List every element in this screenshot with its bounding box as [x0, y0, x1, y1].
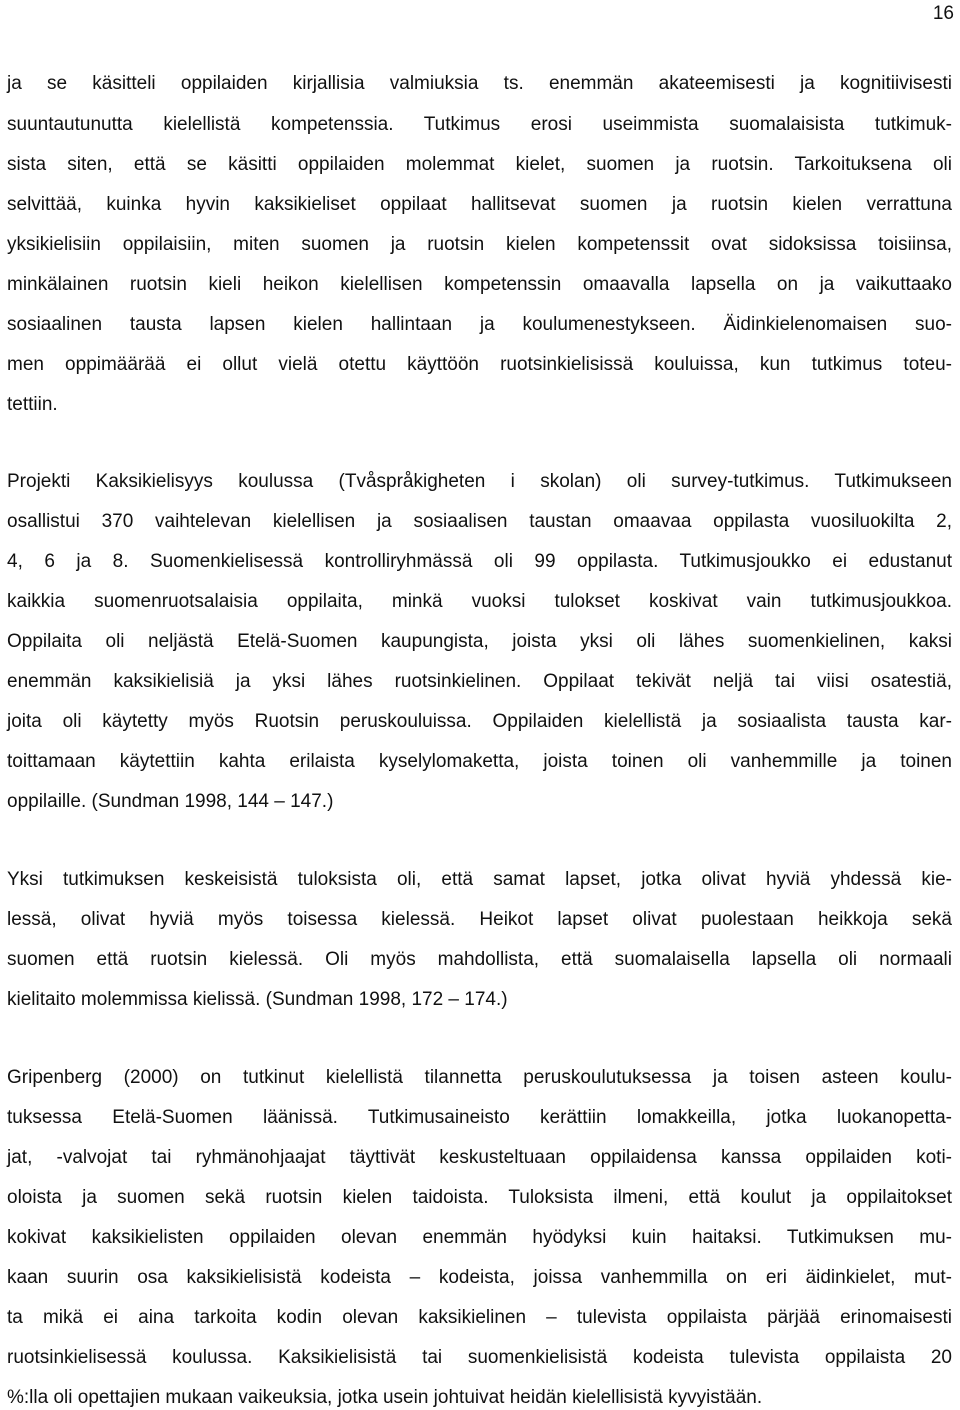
text-line: ta mikä ei aina tarkoita kodin olevan kaksikielinen – tulevista oppilaista pärjää erinomaisesti [7, 1307, 952, 1328]
text-line: Gripenberg (2000) on tutkinut kielellistä tilannetta peruskoulutuksessa ja toisen asteen koulu- [7, 1067, 952, 1088]
text-line: oppilaille. (Sundman 1998, 144 – 147.) [7, 791, 334, 812]
text-line: Oppilaita oli neljästä Etelä-Suomen kaupungista, joista yksi oli lähes suomenkielinen, kaksi [7, 631, 952, 652]
text-line: joita oli käytetty myös Ruotsin peruskouluissa. Oppilaiden kielellistä ja sosiaalista tausta kar- [7, 711, 952, 732]
text-line: kaan suurin osa kaksikielisistä kodeista – kodeista, joissa vanhemmilla on eri äidinkielet, mut- [7, 1267, 952, 1288]
text-line: ruotsinkielisessä koulussa. Kaksikielisistä tai suomenkielisistä kodeista tulevista oppilaista 20 [7, 1347, 952, 1368]
page-number: 16 [932, 3, 954, 24]
text-line: Yksi tutkimuksen keskeisistä tuloksista oli, että samat lapset, jotka olivat hyviä yhdessä kie- [7, 869, 952, 890]
text-line: selvittää, kuinka hyvin kaksikieliset oppilaat hallitsevat suomen ja ruotsin kielen verrattuna [7, 194, 952, 215]
text-line: %:lla oli opettajien mukaan vaikeuksia, jotka usein johtuivat heidän kielellisistä kyvyistään. [7, 1387, 763, 1408]
text-line: suomen että ruotsin kielessä. Oli myös mahdollista, että suomalaisella lapsella oli normaali [7, 949, 952, 970]
text-line: toittamaan käytettiin kahta erilaista kyselylomaketta, joista toinen oli vanhemmille ja toinen [7, 751, 952, 772]
text-line: jat, -valvojat tai ryhmänohjaajat täyttivät keskusteltuaan oppilaidensa kanssa oppilaiden koti- [7, 1147, 952, 1168]
text-line: men oppimäärää ei ollut vielä otettu käyttöön ruotsinkielisissä kouluissa, kun tutkimus toteu- [7, 354, 952, 375]
text-line: oloista ja suomen sekä ruotsin kielen taidoista. Tuloksista ilmeni, että koulut ja oppilaitokset [7, 1187, 952, 1208]
text-line: sista siten, että se käsitti oppilaiden molemmat kielet, suomen ja ruotsin. Tarkoituksena oli [7, 154, 952, 175]
text-line: osallistui 370 vaihtelevan kielellisen ja sosiaalisen taustan omaavaa oppilasta vuosiluokilta 2, [7, 511, 952, 532]
text-line: tettiin. [7, 394, 58, 415]
text-line: minkälainen ruotsin kieli heikon kielellisen kompetenssin omaavalla lapsella on ja vaikuttaako [7, 274, 952, 295]
text-line: yksikielisiin oppilaisiin, miten suomen ja ruotsin kielen kompetenssit ovat sidoksissa toisiinsa, [7, 234, 952, 255]
text-line: kokivat kaksikielisten oppilaiden olevan enemmän hyödyksi kuin haitaksi. Tutkimuksen mu- [7, 1227, 952, 1248]
text-line: Projekti Kaksikielisyys koulussa (Tvåspråkigheten i skolan) oli survey-tutkimus. Tutkimukseen [7, 471, 952, 492]
text-line: 4, 6 ja 8. Suomenkielisessä kontrolliryhmässä oli 99 oppilasta. Tutkimusjoukko ei edustanut [7, 551, 952, 572]
text-line: tuksessa Etelä-Suomen läänissä. Tutkimusaineisto kerättiin lomakkeilla, jotka luokanopetta- [7, 1107, 952, 1128]
text-line: kaikkia suomenruotsalaisia oppilaita, minkä vuoksi tulokset koskivat vain tutkimusjoukkoa. [7, 591, 952, 612]
text-line: kielitaito molemmissa kielissä. (Sundman 1998, 172 – 174.) [7, 989, 508, 1010]
text-line: ja se käsitteli oppilaiden kirjallisia valmiuksia ts. enemmän akateemisesti ja kognitiivisesti [7, 73, 952, 94]
text-line: sosiaalinen tausta lapsen kielen hallintaan ja koulumenestykseen. Äidinkielenomaisen suo- [7, 314, 952, 335]
text-line: suuntautunutta kielellistä kompetenssia. Tutkimus erosi useimmista suomalaisista tutkimuk- [7, 114, 952, 135]
text-line: enemmän kaksikielisiä ja yksi lähes ruotsinkielinen. Oppilaat tekivät neljä tai viisi osatestiä, [7, 671, 952, 692]
text-line: lessä, olivat hyviä myös toisessa kielessä. Heikot lapset olivat puolestaan heikkoja sekä [7, 909, 952, 930]
